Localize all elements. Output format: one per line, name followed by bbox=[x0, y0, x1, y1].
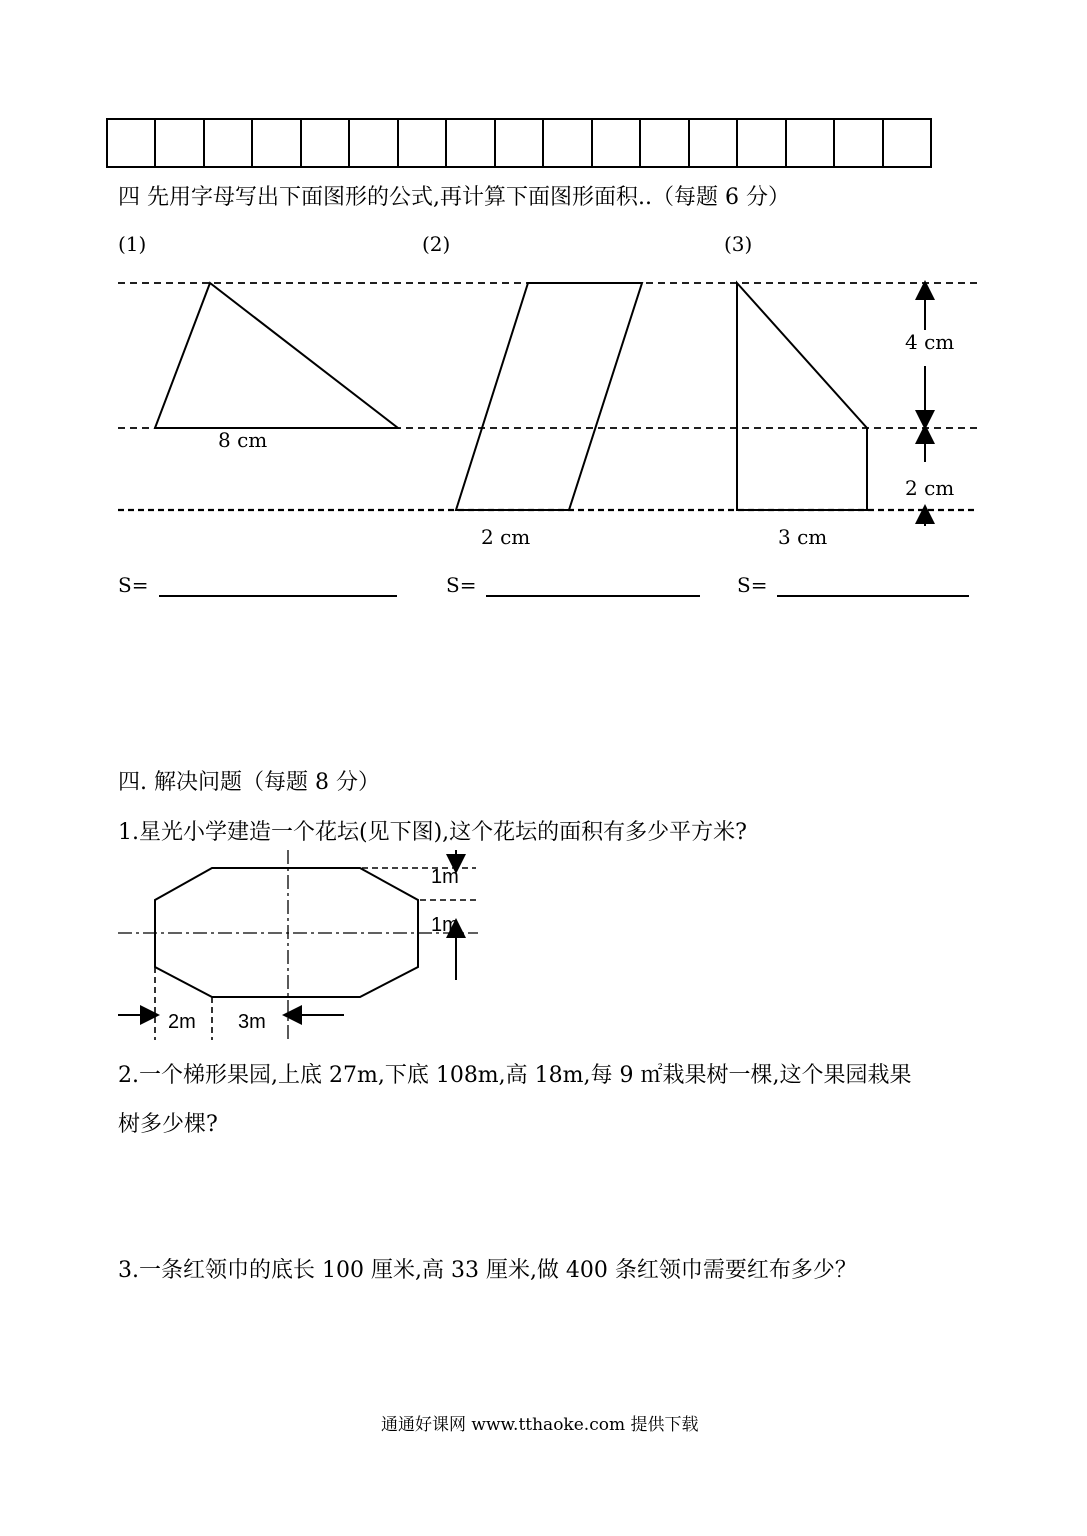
flower-dim-right-label: 3m bbox=[238, 1011, 266, 1033]
compound-figure bbox=[737, 283, 867, 510]
fig1-base-label: 8 cm bbox=[218, 428, 268, 452]
flower-dim-left-label: 2m bbox=[168, 1011, 196, 1033]
answer-line-1[interactable] bbox=[159, 595, 397, 597]
flower-dim-mid-label: 1m bbox=[431, 914, 459, 936]
fig3-height-top-label: 4 cm bbox=[905, 330, 955, 354]
question-2-line-2: 树多少棵? bbox=[118, 1112, 218, 1137]
fig3-height-bottom-label: 2 cm bbox=[905, 476, 955, 500]
answer-label-2: S= bbox=[446, 573, 477, 597]
question-3: 3.一条红领巾的底长 100 厘米,高 33 厘米,做 400 条红领巾需要红布多少？ bbox=[118, 1258, 857, 1283]
question-1: 1.星光小学建造一个花坛(见下图),这个花坛的面积有多少平方米? bbox=[118, 820, 747, 845]
parallelogram-figure bbox=[456, 283, 642, 510]
figure-3-label: (3) bbox=[724, 232, 753, 256]
section-4a-title: 四 先用字母写出下面图形的公式,再计算下面图形面积..（每题 6 分） bbox=[118, 185, 790, 210]
footer-text: 通通好课网 www.tthaoke.com 提供下载 bbox=[381, 1415, 699, 1435]
fig2-base-label: 2 cm bbox=[481, 525, 531, 549]
answer-line-3[interactable] bbox=[777, 595, 969, 597]
answer-label-3: S= bbox=[737, 573, 768, 597]
triangle-figure bbox=[155, 283, 398, 428]
answer-line-2[interactable] bbox=[486, 595, 700, 597]
figure-1-label: (1) bbox=[118, 232, 147, 256]
section-4b-title: 四. 解决问题（每题 8 分） bbox=[118, 770, 380, 795]
question-2-line-1: 2.一个梯形果园,上底 27m,下底 108m,高 18m,每 9 ㎡栽果树一棵,这个果园栽果 bbox=[118, 1063, 912, 1088]
figure-2-label: (2) bbox=[422, 232, 451, 256]
answer-label-1: S= bbox=[118, 573, 149, 597]
fig3-base-label: 3 cm bbox=[778, 525, 828, 549]
flower-dim-top-label: 1m bbox=[431, 866, 459, 888]
